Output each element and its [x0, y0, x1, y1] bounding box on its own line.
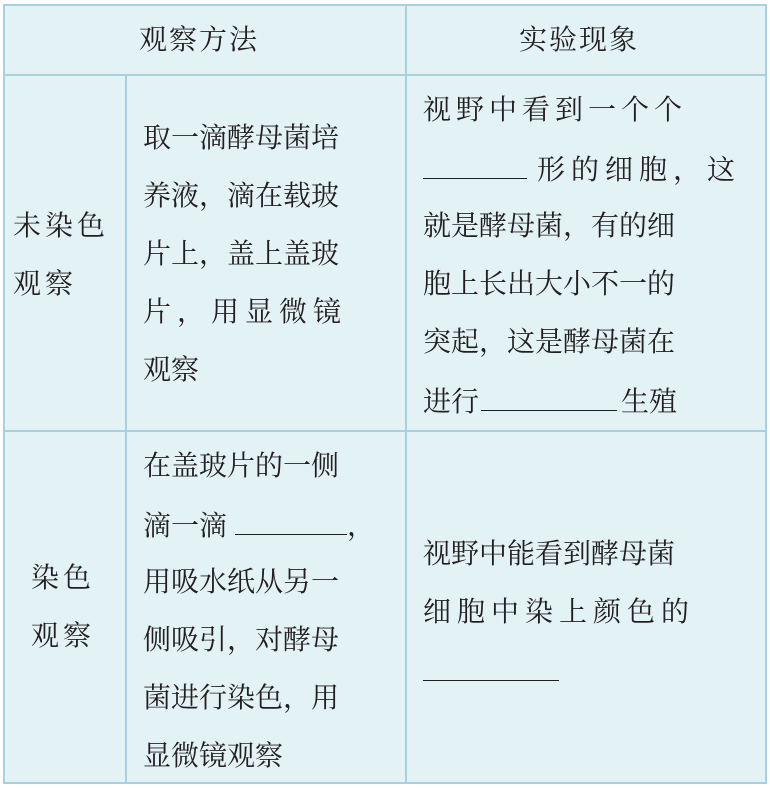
- divider-col-1: [125, 74, 127, 782]
- answer-blank-shape: [423, 154, 527, 179]
- row1-method-line1: 取一滴酵母菌培: [143, 121, 340, 154]
- row2-method-line5: 菌进行染色，用: [143, 681, 340, 714]
- header-phenomenon: 实验现象: [519, 23, 640, 56]
- header-method: 观察方法: [139, 23, 260, 56]
- row1-phenomenon-line6-pre: 进行: [423, 385, 480, 418]
- divider-header: [5, 74, 765, 76]
- row1-type-line1: 未染色: [13, 209, 110, 242]
- row2-method-line6: 显微镜观察: [143, 739, 284, 772]
- row2-method-line2-pre: 滴一滴: [143, 509, 228, 542]
- row2-method-line4: 侧吸引，对酵母: [143, 623, 340, 656]
- row1-type-line2: 观察: [13, 267, 78, 300]
- divider-col-2: [405, 6, 407, 782]
- row1-method-line4: 片，用显微镜: [143, 295, 348, 328]
- row1-method-line2: 养液，滴在载玻: [143, 179, 340, 212]
- row2-method-line1: 在盖玻片的一侧: [143, 449, 340, 482]
- row1-phenomenon-line6: [423, 385, 678, 418]
- row1-phenomenon-line3: 就是酵母菌，有的细: [423, 209, 676, 242]
- answer-blank-reproduction: [481, 386, 617, 411]
- row1-phenomenon-line2: [423, 153, 742, 186]
- row2-method-line2: [143, 509, 376, 542]
- row1-phenomenon-line1: 视野中看到一个个: [423, 93, 688, 126]
- answer-blank-structure: [423, 656, 559, 681]
- experiment-table: [3, 4, 767, 784]
- row1-phenomenon-line4: 胞上长出大小不一的: [423, 267, 676, 300]
- row1-method-line3: 片上，盖上盖玻: [143, 237, 340, 270]
- answer-blank-reagent: [235, 510, 347, 535]
- row2-type-line1: 染色: [31, 561, 96, 594]
- row2-method-line2-post: ，: [347, 509, 376, 542]
- row1-phenomenon-line5: 突起，这是酵母菌在: [423, 325, 676, 358]
- row1-phenomenon-line2-text: 形的细胞，这: [537, 153, 742, 186]
- row2-phenomenon-line1: 视野中能看到酵母菌: [423, 537, 676, 570]
- row2-phenomenon-line2: 细胞中染上颜色的: [423, 595, 696, 628]
- row2-method-line3: 用吸水纸从另一: [143, 565, 340, 598]
- row1-method-line5: 观察: [143, 353, 200, 386]
- row2-type-line2: 观察: [31, 619, 96, 652]
- divider-row-1: [5, 430, 765, 432]
- row1-phenomenon-line6-post: 生殖: [621, 385, 678, 418]
- row2-phenomenon-line3: [423, 656, 559, 684]
